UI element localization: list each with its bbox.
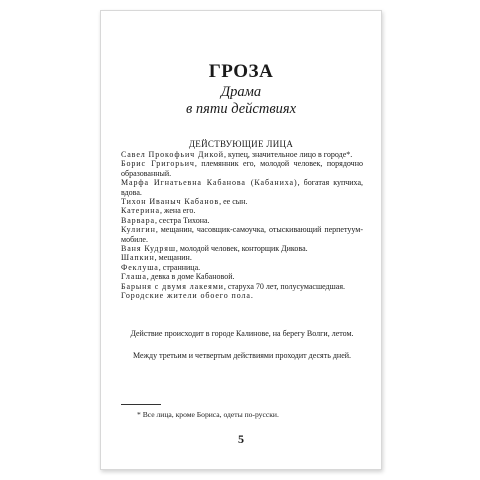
page-number: 5 (238, 432, 244, 446)
cast-entry (121, 159, 363, 178)
character-name: Катерина (121, 206, 160, 216)
character-description: , купец, значительное лицо в городе*. (223, 150, 353, 159)
subtitle-line-1: Драма (220, 84, 262, 100)
footnote-divider (121, 404, 161, 405)
character-description: , странница. (158, 262, 201, 272)
character-description: . (250, 291, 253, 301)
character-name: Городские жители обоего пола (121, 291, 251, 301)
cast-list (121, 150, 363, 301)
cast-entry (121, 197, 363, 206)
character-description: , мещанин, часовщик-самоучка, отыскивающий перпетуум-мобиле. (121, 225, 363, 244)
character-description: , ее сын. (219, 197, 248, 207)
cast-entry (121, 216, 363, 225)
cast-entry (121, 282, 363, 291)
cast-entry (121, 150, 363, 159)
character-name: Варвара (121, 215, 155, 225)
cast-entry (121, 178, 363, 197)
character-description: , молодой человек, конторщик Дикова. (175, 244, 308, 254)
character-description: , девка в доме Кабановой. (146, 272, 235, 282)
character-description: , богатая купчиха, вдова. (121, 178, 363, 197)
footnote: * Все лица, кроме Бориса, одеты по-русски. (137, 410, 279, 419)
character-name: Шапкин (121, 253, 155, 263)
character-description: , племянник его, молодой человек, порядочно образованный. (121, 159, 363, 178)
character-name: Феклуша (121, 262, 159, 272)
cast-entry (121, 291, 363, 300)
play-subtitle (101, 84, 381, 118)
character-description: , сестра Тихона. (154, 215, 210, 225)
character-description: , мещанин. (154, 253, 192, 263)
character-name: Савел Прокофьич Дикой (121, 150, 224, 159)
interval-note: Между третьим и четвертым действиями проходит десять дней. (132, 351, 352, 360)
cast-entry (121, 206, 363, 215)
character-name: Ваня Кудряш (121, 244, 176, 254)
play-title: ГРОЗА (208, 61, 274, 82)
character-description: , старуха 70 лет, полусумасшедшая. (223, 281, 346, 291)
cast-entry (121, 272, 363, 281)
character-name: Глаша (121, 272, 147, 282)
book-page (100, 10, 382, 470)
character-name: Марфа Игнатьевна Кабанова (Кабаниха) (121, 178, 298, 188)
setting-note: Действие происходит в городе Калинове, на берегу Волги, летом. (130, 329, 354, 338)
cast-entry (121, 244, 363, 253)
section-heading: ДЕЙСТВУЮЩИЕ ЛИЦА (188, 139, 294, 149)
character-name: Тихон Иваныч Кабанов (121, 197, 220, 207)
subtitle-line-2: в пяти действиях (185, 101, 297, 117)
cast-entry (121, 263, 363, 272)
character-name: Кулигин (121, 225, 156, 235)
cast-entry (121, 225, 363, 244)
cast-entry (121, 253, 363, 262)
character-description: , жена его. (159, 206, 196, 216)
character-name: Барыня с двумя лакеями (121, 281, 224, 291)
character-name: Борис Григорьич (121, 159, 195, 169)
